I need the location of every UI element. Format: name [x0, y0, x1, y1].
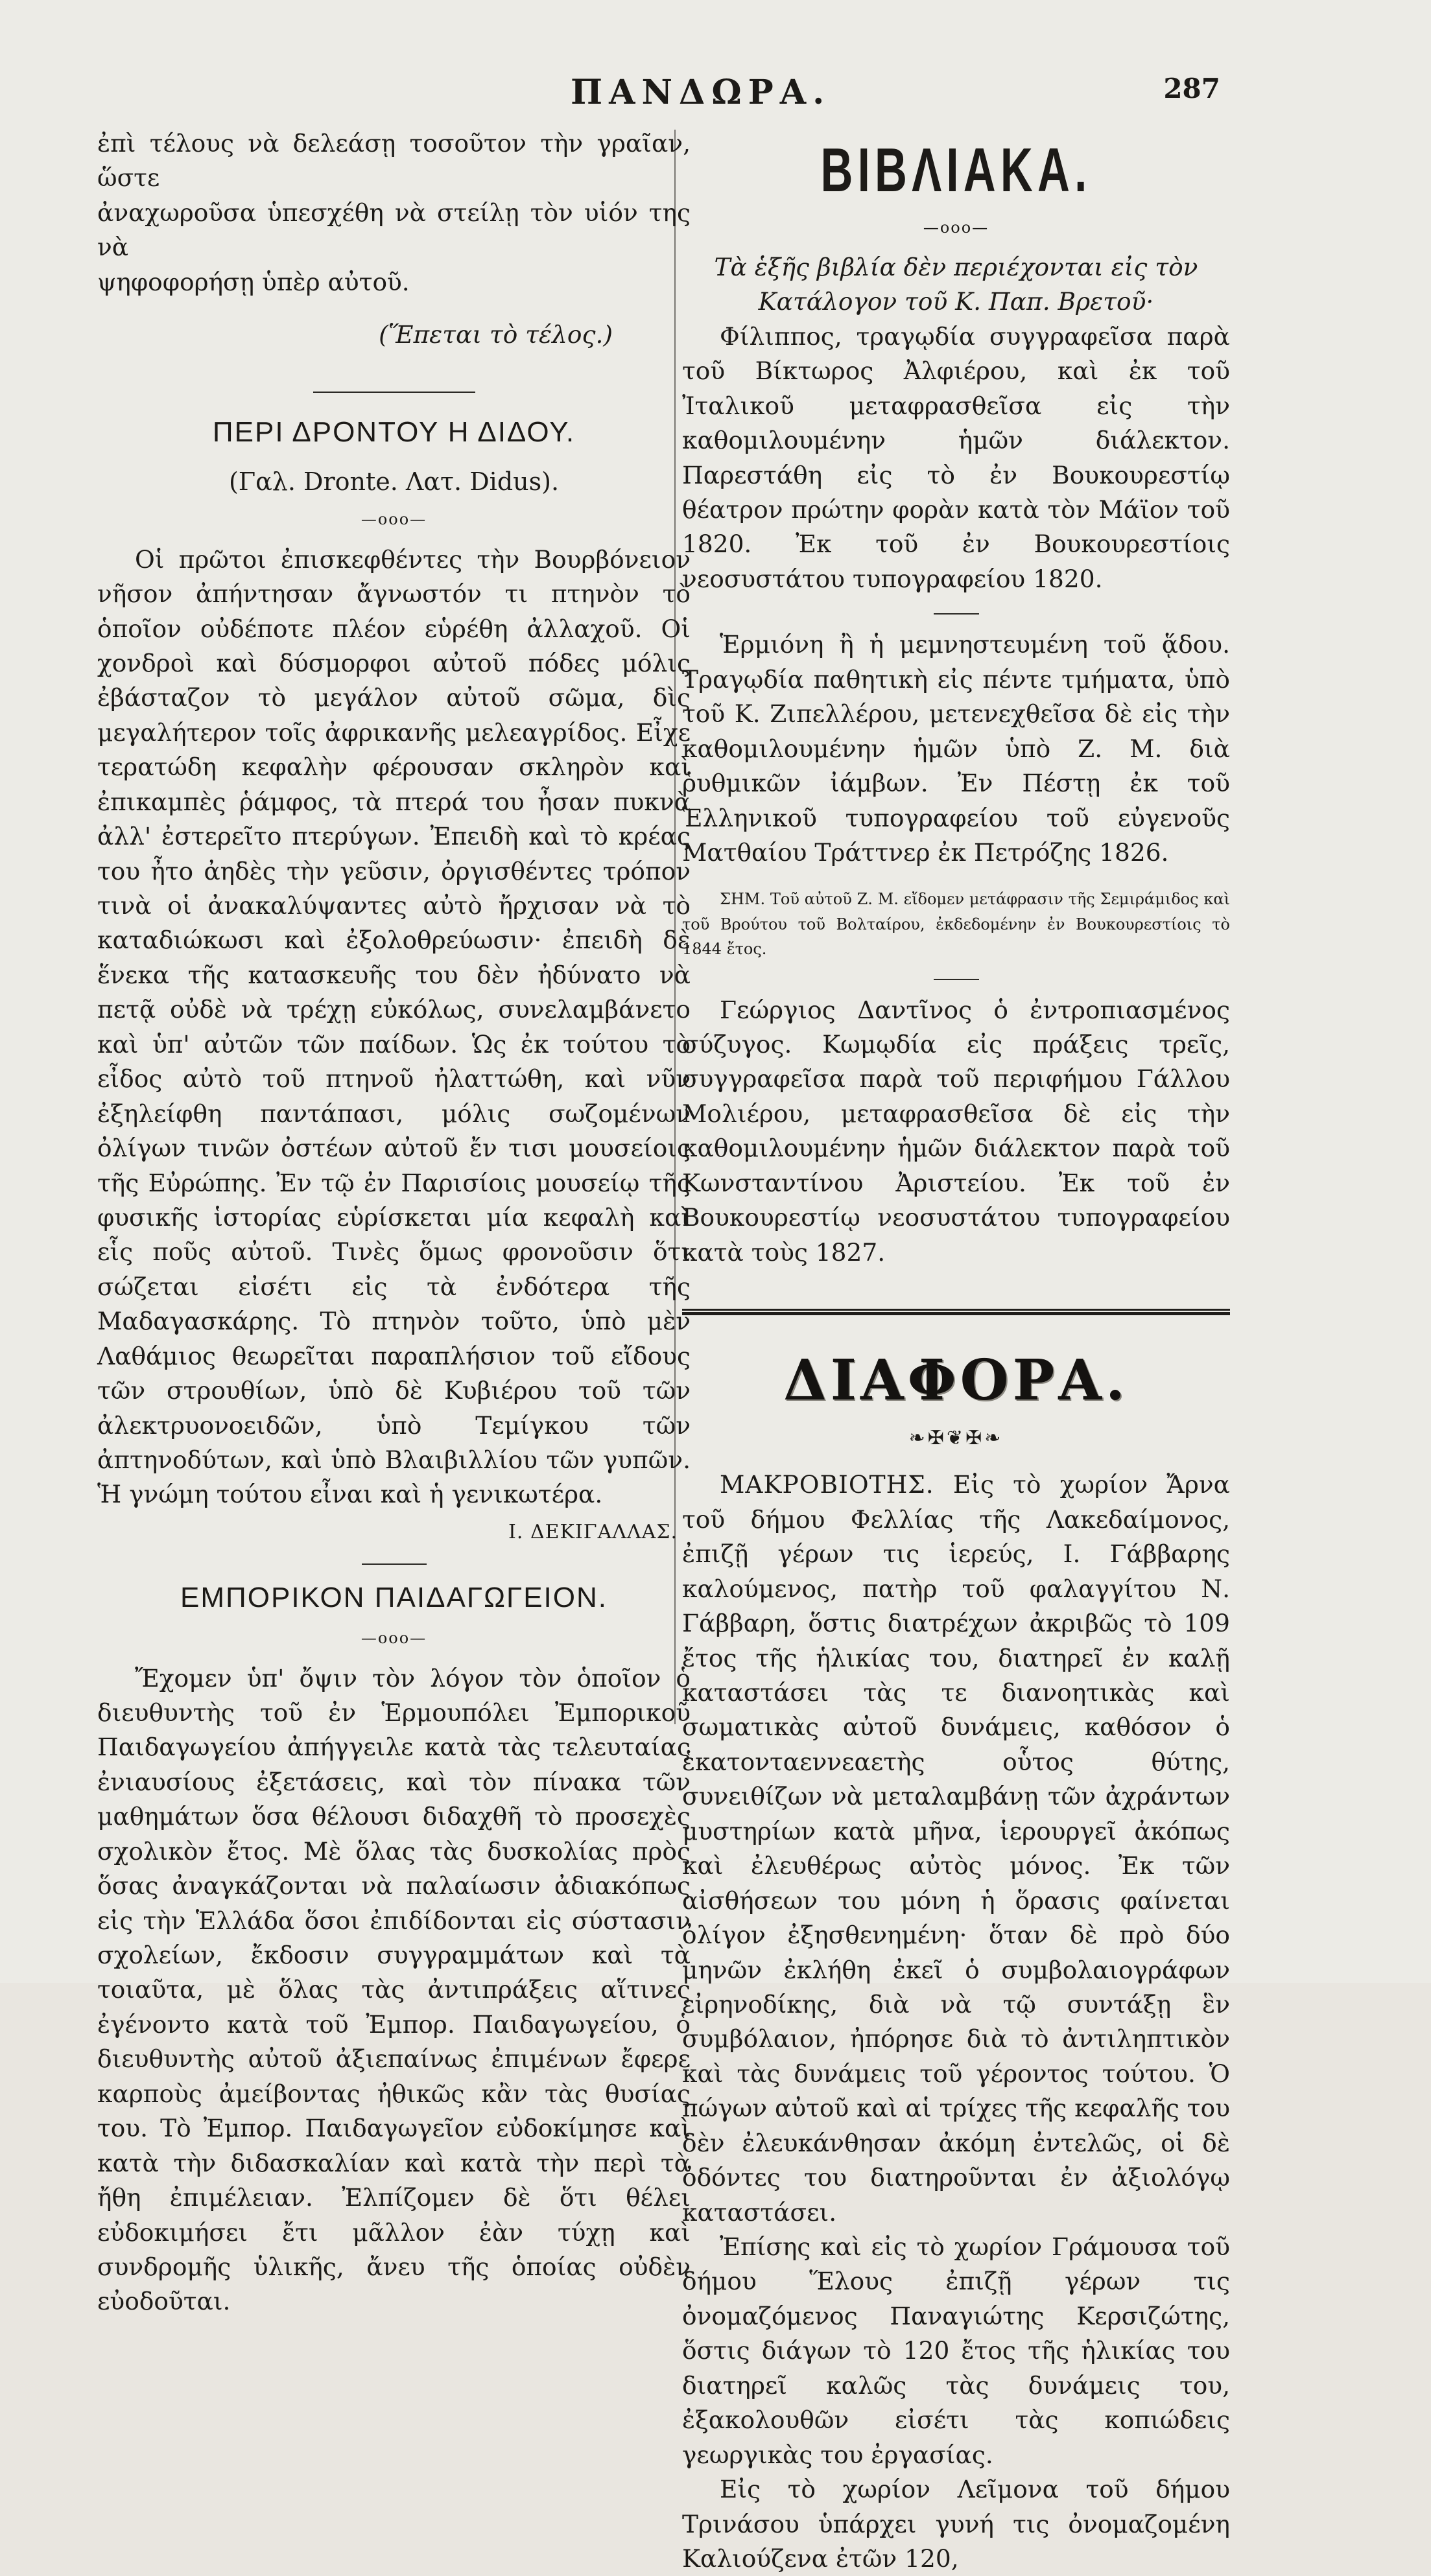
entry-rule [934, 613, 979, 615]
biblia-intro: Τὰ ἑξῆς βιβλία δὲν περιέχονται εἰς τὸν Κατάλογον τοῦ Κ. Παπ. Βρετοῦ· [714, 252, 1198, 316]
running-head [0, 73, 1431, 111]
biblia-entry-2: Ἑρμιόνη ἢ ἡ μεμνηστευμένη τοῦ ᾅδου. Τραγῳδία παθητικὴ εἰς πέντε τμήματα, ὑπὸ τοῦ Κ. Ζιπελλέρου, μετενεχθεῖσα δὲ εἰς τὴν καθομιλουμένην ἡμῶν ὑπὸ Ζ. Μ. διὰ ῥυθμικῶν ἰάμβων. Ἐν Πέστῃ ἐκ τοῦ Ἑλληνικοῦ τυπογραφείου τοῦ εὐγενοῦς Ματθαίου Τράττνερ ἐκ Πετρόζης 1826. [682, 630, 1230, 867]
to-be-continued: (Ἕπεται τὸ τέλος.) [379, 320, 613, 349]
emporikon-body: Ἔχομεν ὑπ' ὄψιν τὸν λόγον τὸν ὁποῖον ὁ διευθυντὴς τοῦ ἐν Ἑρμουπόλει Ἐμπορικοῦ Παιδαγωγείου ἀπήγγειλε κατὰ τὰς τελευταίας ἐνιαυσίους ἐξετάσεις, καὶ τὸν πίνακα τῶν μαθημάτων ὅσα θέλουσι διδαχθῆ τὸ προσεχὲς σχολικὸν ἔτος. Μὲ ὅλας τὰς δυσκολίας πρὸς ὅσας ἀναγκάζονται νὰ παλαίωσιν ἀδιακόπως εἰς τὴν Ἑλλάδα ὅσοι ἐπιδίδονται εἰς σύστασιν σχολείων, ἔκδοσιν συγγραμμάτων καὶ τὰ τοιαῦτα, μὲ ὅλας τὰς ἀντιπράξεις αἵτινες ἐγένοντο κατὰ τοῦ Ἐμπορ. Παιδαγωγείου, ὁ διευθυντὴς αὐτοῦ ἀξιεπαίνως ἐπιμένων ἔφερε καρποὺς ἀμείβοντας ἠθικῶς κἂν τὰς θυσίας του. Τὸ Ἐμπορ. Παιδαγωγεῖον εὐδοκίμησε καὶ κατὰ τὴν διδασκαλίαν καὶ κατὰ τὴν περὶ τὰ ἤθη ἐπιμέλειαν. Ἐλπίζομεν δὲ ὅτι θέλει εὐδοκιμήσει ἔτι μᾶλλον ἐὰν τύχῃ καὶ συνδρομῆς ὑλικῆς, ἄνευ τῆς ὁποίας οὐδὲν εὐοδοῦται. [97, 1663, 691, 2316]
left-column [97, 126, 691, 2319]
dronte-subheading: (Γαλ. Dronte. Λατ. Didus). [228, 467, 560, 497]
ornament-divider: ❧✠❦✠❧ [908, 1426, 1004, 1449]
biblia-separator: —ooo— [923, 218, 989, 237]
makrobiotis-paragraph [682, 1468, 1230, 2230]
makrobiotis-body: Εἰς τὸ χωρίον Ἄρνα τοῦ δήμου Φελλίας τῆς Λακεδαίμονος, ἐπιζῇ γέρων τις ἱερεύς, Ι. Γάββαρης καλούμενος, πατὴρ τοῦ φαλαγγίτου Ν. Γάββαρη, ὅστις διατρέχων ἀκριβῶς τὸ 109 ἔτος τῆς ἡλικίας του, διατηρεῖ ἐν καλῇ καταστάσει τὰς τε διανοητικὰς καὶ σωματικὰς αὐτοῦ δυνάμεις, καθόσον ὁ ἑκατονταεννεαετὴς οὗτος θύτης, συνειθίζων νὰ μεταλαμβάνῃ τῶν ἀχράντων μυστηρίων κατὰ μῆνα, ἱερουργεῖ ἀκόπως καὶ ἐλευθέρως αὐτὸς μόνος. Ἐκ τῶν αἰσθήσεων του μόνη ἡ ὅρασις φαίνεται ὀλίγον ἐξησθενημένη· ὅταν δὲ πρὸ δύο μηνῶν ἐκλήθη ἐκεῖ ὁ συμβολαιογράφων εἰρηνοδίκης, διὰ νὰ τῷ συντάξῃ ἓν συμβόλαιον, ἠπόρησε διὰ τὸ ἀντιληπτικὸν καὶ τὰς δυνάμεις τοῦ γέροντος τούτου. Ὁ πώγων αὐτοῦ καὶ αἱ τρίχες τῆς κεφαλῆς του δὲν ἐλευκάνθησαν ἀκόμη ἐντελῶς, οἱ δὲ ὀδόντες του διατηροῦνται ἐν ἀξιολόγῳ καταστάσει. [682, 1470, 1230, 2227]
intro-line-3: ψηφοφορήσῃ ὑπὲρ αὐτοῦ. [97, 267, 410, 296]
running-title: ΠΑΝΔΩΡΑ. [571, 73, 831, 112]
intro-line-2: ἀναχωροῦσα ὑπεσχέθη νὰ στείλῃ τὸν υἱόν της νὰ [97, 198, 691, 262]
biblia-note: ΣΗΜ. Τοῦ αὐτοῦ Ζ. Μ. εἴδομεν μετάφρασιν τῆς Σεμιράμιδος καὶ τοῦ Βρούτου τοῦ Βολταίρου, ἐκδεδομένην ἐν Βουκουρεστίοις τὸ 1844 ἔτος. [682, 890, 1230, 959]
dronte-signature: Ι. ΔΕΚΙΓΑΛΛΑΣ. [508, 1520, 678, 1543]
dronte-heading: ΠΕΡΙ ΔΡΟΝΤΟΥ Η ΔΙΔΟΥ. [212, 416, 576, 448]
dronte-body: Οἱ πρῶτοι ἐπισκεφθέντες τὴν Βουρβόνειον νῆσον ἀπήντησαν ἄγνωστόν τι πτηνὸν τὸ ὁποῖον οὐδέποτε πλέον εὑρέθη ἀλλαχοῦ. Οἱ χονδροὶ καὶ δύσμορφοι αὐτοῦ πόδες μόλις ἐβάσταζον τὸ μεγάλον αὐτοῦ σῶμα, δὶς μεγαλήτερον τοῖς ἀφρικανῆς μελεαγρίδος. Εἶχε τερατώδη κεφαλὴν φέρουσαν σκληρὸν καὶ ἐπικαμπὲς ῥάμφος, τὰ πτερά του ἦσαν πυκνὰ ἀλλ' ἐστερεῖτο πτερύγων. Ἐπειδὴ καὶ τὸ κρέας του ἦτο ἀηδὲς τὴν γεῦσιν, ὀργισθέντες τρόπον τινὰ οἱ ἀνακαλύψαντες αὐτὸ ἤρχισαν νὰ τὸ καταδιώκωσι καὶ ἐξολοθρεύωσιν· ἐπειδὴ δὲ ἕνεκα τῆς κατασκευῆς του δὲν ἠδύνατο νὰ πετᾷ οὐδὲ νὰ τρέχῃ εὐκόλως, συνελαμβάνετο καὶ ὑπ' αὐτῶν τῶν παίδων. Ὡς ἐκ τούτου τὸ εἶδος αὐτὸ τοῦ πτηνοῦ ἠλαττώθη, καὶ νῦν ἐξηλείφθη παντάπασι, μόλις σωζομένων ὀλίγων τινῶν ὀστέων αὐτοῦ ἔν τισι μουσείοις τῆς Εὐρώπης. Ἐν τῷ ἐν Παρισίοις μουσείῳ τῆς φυσικῆς ἱστορίας εὑρίσκεται μία κεφαλὴ καὶ εἷς ποῦς αὐτοῦ. Τινὲς ὅμως φρονοῦσιν ὅτι σώζεται εἰσέτι εἰς τὰ ἐνδότερα τῆς Μαδαγασκάρης. Τὸ πτηνὸν τοῦτο, ὑπὸ μὲν Λαθάμιος θεωρεῖται παραπλήσιον τοῦ εἴδους τῶν στρουθίων, ὑπὸ δὲ Κυβιέρου τοῦ τῶν ἀλεκτρυονοειδῶν, ὑπὸ Τεμίγκου τῶν ἀπτηνοδύτων, καὶ ὑπὸ Βλαιβιλλίου τῶν γυπῶν. Ἡ γνώμη τούτου εἶναι καὶ ἡ γενικωτέρα. [97, 544, 691, 1509]
diafora-heading: ΔΙΑΦΟΡΑ. [783, 1348, 1129, 1414]
entry-rule [934, 979, 979, 980]
emporikon-heading: ΕΜΠΟΡΙΚΟΝ ΠΑΙΔΑΓΩΓΕΙΟΝ. [180, 1581, 608, 1613]
biblia-entry-3: Γεώργιος Δαντῖνος ὁ ἐντροπιασμένος σύζυγος. Κωμῳδία εἰς πράξεις τρεῖς, συγγραφεῖσα παρὰ τοῦ περιφήμου Γάλλου Μολιέρου, μεταφρασθεῖσα δὲ εἰς τὴν καθομιλουμένην ἡμῶν διάλεκτον παρὰ τοῦ Κωνσταντίνου Ἀριστείου. Ἐκ τοῦ ἐν Βουκουρεστίῳ νεοσυστάτου τυπογραφείου κατὰ τοὺς 1827. [682, 995, 1230, 1267]
diafora-paragraph-2: Ἐπίσης καὶ εἰς τὸ χωρίον Γράμουσα τοῦ δήμου Ἕλους ἐπιζῇ γέρων τις ὀνομαζόμενος Παναγιώτης Κερσιζώτης, ὅστις διάγων τὸ 120 ἔτος τῆς ἡλικίας του διατηρεῖ καλῶς τὰς δυνάμεις του, ἐξακολουθῶν εἰσέτι τὰς κοπιώδεις γεωργικὰς του ἐργασίας. [682, 2232, 1230, 2469]
emporikon-separator: —ooo— [361, 1629, 427, 1648]
double-rule [682, 1309, 1230, 1315]
diafora-paragraph-3: Εἰς τὸ χωρίον Λεῖμονα τοῦ δήμου Τρινάσου ὑπάρχει γυνή τις ὀνομαζομένη Καλιούζενα ἐτῶν 120, [682, 2475, 1230, 2573]
section-rule [362, 1563, 427, 1565]
makrobiotis-label: ΜΑΚΡΟΒΙΟΤΗΣ. [720, 1470, 934, 1499]
dronte-separator: —ooo— [361, 510, 427, 529]
intro-line-1: ἐπὶ τέλους νὰ δελεάσῃ τοσοῦτον τὴν γραῖαν, ὥστε [97, 129, 691, 193]
section-rule [313, 392, 475, 393]
page-number: 287 [1163, 73, 1220, 104]
right-column [682, 126, 1230, 2576]
biblia-heading: ΒΙΒΛΙΑΚΑ. [820, 135, 1092, 205]
biblia-entry-1: Φίλιππος, τραγῳδία συγγραφεῖσα παρὰ τοῦ Βίκτωρος Ἀλφιέρου, καὶ ἐκ τοῦ Ἰταλικοῦ μεταφρασθεῖσα εἰς τὴν καθομιλουμένην ἡμῶν διάλεκτον. Παρεστάθη εἰς τὸ ἐν Βουκουρεστίῳ θέατρον πρώτην φορὰν κατὰ τὸν Μάϊον τοῦ 1820. Ἐκ τοῦ ἐν Βουκουρεστίοις νεοσυστάτου τυπογραφείου 1820. [682, 322, 1230, 593]
